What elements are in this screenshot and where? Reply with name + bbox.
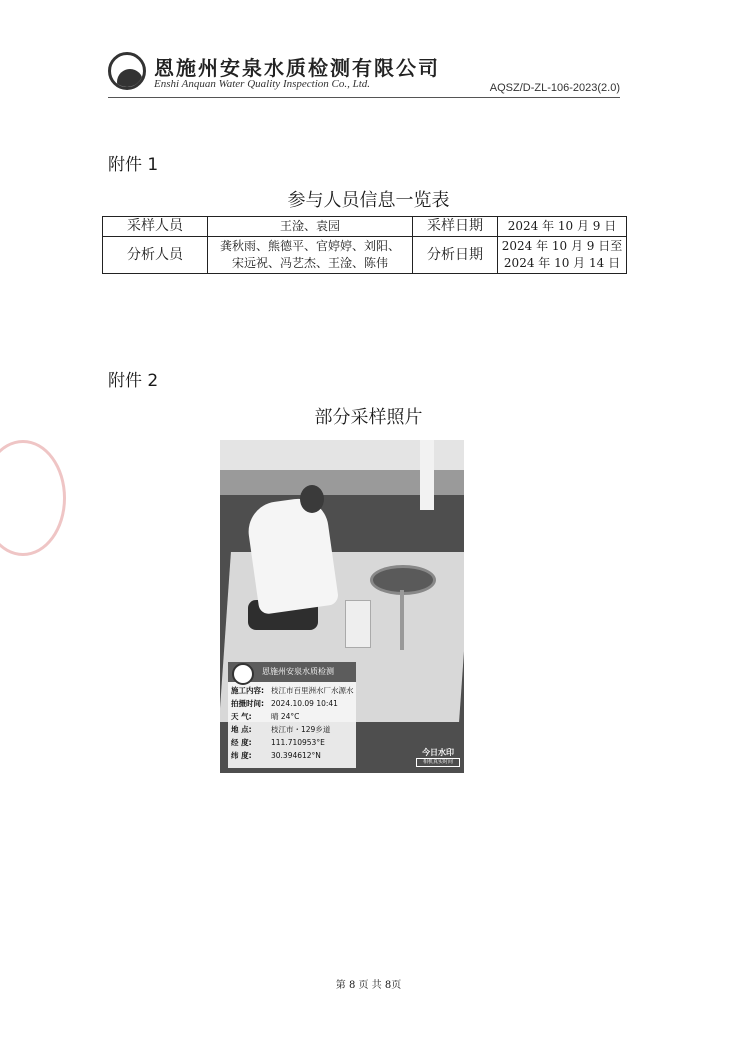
analysis-date-line-1: 2024 年 10 月 9 日至 — [501, 239, 623, 253]
company-name-cn: 恩施州安泉水质检测有限公司 — [154, 56, 440, 80]
header-divider — [108, 97, 620, 98]
analysis-date-value — [498, 237, 627, 274]
analysis-staff-line-1: 龚秋雨、熊德平、官婷婷、刘阳、 — [219, 239, 400, 253]
analysis-date-line-2: 2024 年 10 月 14 日 — [503, 256, 621, 270]
sampling-staff-label: 采样人员 — [103, 217, 208, 237]
page-number: 第 8 页 共 8页 — [335, 980, 402, 991]
personnel-table — [102, 216, 627, 274]
watermark-row: 天 气: 晴 24°C — [231, 712, 300, 721]
watermark-logo-icon — [232, 663, 254, 685]
annex-1-label: 附件 1 — [108, 155, 159, 175]
table-row — [103, 217, 627, 237]
analysis-staff-line-2: 宋远祝、冯艺杰、王淦、陈伟 — [231, 256, 388, 270]
watermark-row: 经 度: 111.710953°E — [231, 738, 325, 747]
document-code: AQSZ/D-ZL-106-2023(2.0) — [489, 82, 620, 94]
sampling-date-value: 2024 年 10 月 9 日 — [498, 217, 627, 237]
watermark-row: 拍摄时间: 2024.10.09 10:41 — [231, 699, 338, 708]
personnel-table-title: 参与人员信息一览表 — [287, 190, 450, 211]
analysis-staff-label: 分析人员 — [103, 237, 208, 274]
seal-stamp — [0, 440, 66, 556]
watermark-row: 地 点: 枝江市・129乡道 — [231, 725, 331, 734]
table-row — [103, 237, 627, 274]
company-name-en: Enshi Anquan Water Quality Inspection Co., Ltd. — [154, 78, 371, 90]
letterhead — [108, 50, 620, 98]
annex-2-label: 附件 2 — [108, 371, 159, 391]
analysis-staff-value — [208, 237, 413, 274]
watermark-title: 恩施州安泉水质检测 — [262, 667, 334, 676]
sample-bottle — [345, 600, 371, 648]
company-logo-icon — [108, 52, 146, 90]
photo-watermark-card — [228, 662, 356, 768]
sampling-photo — [220, 440, 464, 773]
watermark-row: 纬 度: 30.394612°N — [231, 751, 321, 760]
watermark-row: 施工内容: 枝江市百里洲水厂水源水 — [231, 686, 354, 695]
analysis-date-label: 分析日期 — [413, 237, 498, 274]
sampling-staff-value: 王淦、袁园 — [208, 217, 413, 237]
photos-title: 部分采样照片 — [314, 407, 423, 428]
sampling-date-label: 采样日期 — [413, 217, 498, 237]
watermark-app-badge: 今日水印 相机真实时间 — [416, 748, 460, 768]
